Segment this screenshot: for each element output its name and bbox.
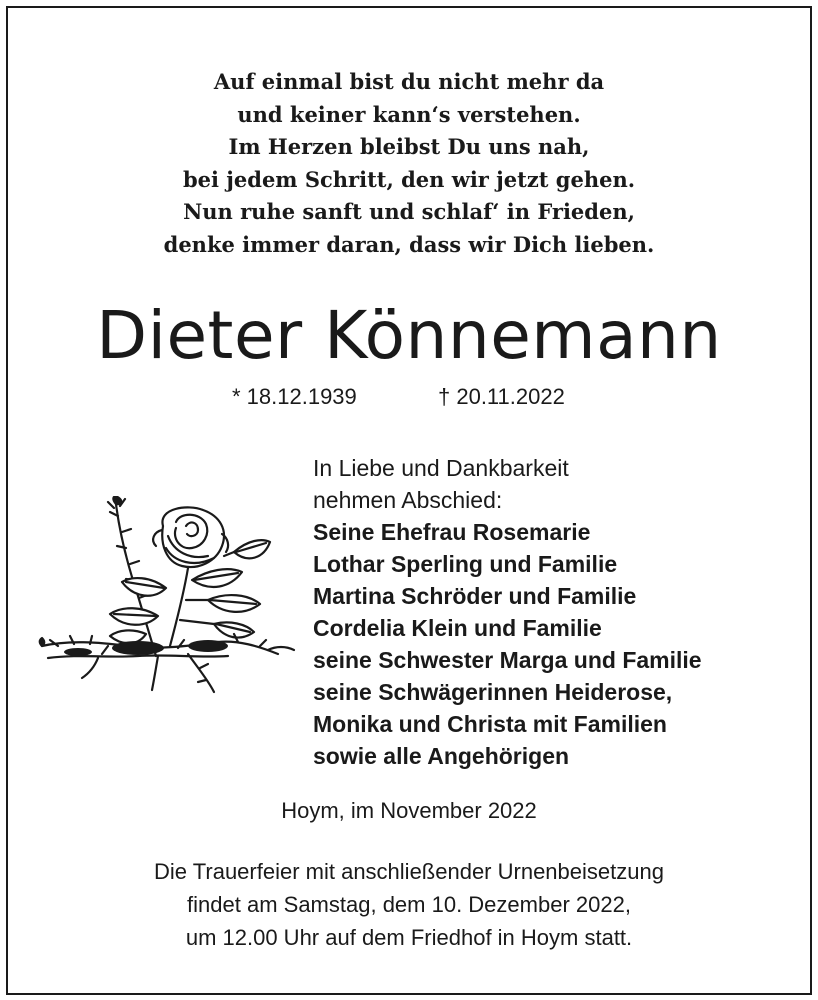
obituary-border <box>6 6 812 995</box>
mourner-name: Seine Ehefrau Rosemarie <box>313 519 591 545</box>
mourners-intro: nehmen Abschied: <box>313 487 503 513</box>
poem <box>8 66 810 261</box>
mourner-name: sowie alle Angehörigen <box>313 743 570 769</box>
poem-line: Auf einmal bist du nicht mehr da <box>213 69 605 94</box>
mourners-intro: In Liebe und Dankbarkeit <box>313 455 569 481</box>
mourner-name: Martina Schröder und Familie <box>313 583 637 609</box>
poem-line: Nun ruhe sanft und schlaf‘ in Frieden, <box>183 199 635 224</box>
deceased-name: Dieter Könnemann <box>96 297 722 374</box>
place-and-date: Hoym, im November 2022 <box>281 798 537 823</box>
poem-line: bei jedem Schritt, den wir jetzt gehen. <box>182 166 636 192</box>
poem-line: und keiner kann‘s verstehen. <box>237 101 581 127</box>
ceremony-line: findet am Samstag, dem 10. Dezember 2022, <box>187 892 631 917</box>
mourners-list <box>313 452 702 772</box>
ceremony-line: um 12.00 Uhr auf dem Friedhof in Hoym statt. <box>185 925 633 950</box>
death-date: † 20.11.2022 <box>438 384 565 409</box>
mourner-name: Monika und Christa mit Familien <box>313 711 667 737</box>
birth-date: * 18.12.1939 <box>232 384 357 409</box>
ceremony-line: Die Trauerfeier mit anschließender Urnenbeisetzung <box>154 859 664 884</box>
mourner-name: seine Schwägerinnen Heiderose, <box>313 679 673 705</box>
mourner-name: Lothar Sperling und Familie <box>313 551 618 577</box>
poem-line: Im Herzen bleibst Du uns nah, <box>228 134 590 159</box>
rose-icon <box>38 496 298 696</box>
ceremony-notice <box>8 855 810 954</box>
mourner-name: seine Schwester Marga und Familie <box>313 647 702 673</box>
poem-line: denke immer daran, dass wir Dich lieben. <box>163 231 655 257</box>
life-dates <box>8 384 810 414</box>
mourner-name: Cordelia Klein und Familie <box>313 615 602 641</box>
